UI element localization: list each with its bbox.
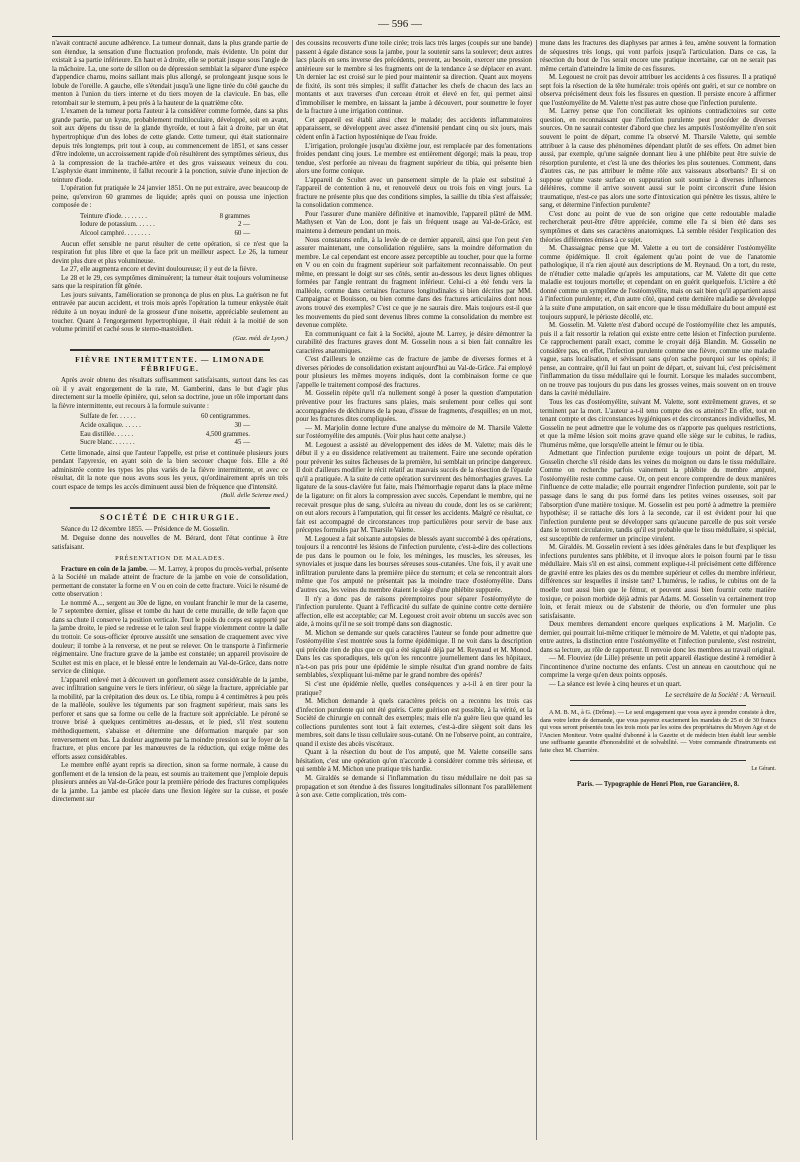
paragraph: L'appareil enlevé met à découvert un gonflement assez considérable de la jambe, avec infiltration sanguine vers le tiers inférieur, où siège la fracture, appréciable par la mobilité, par la crépitation des deux os. Le tibia, rompu à 4 centimètres à peu près de la malléole, soulève les téguments par son fragment supérieur, mais sans les perforer et sans que sa forme ou celle de la fracture soit appréciable. Le péroné se trouve brisé à quelques centimètres au-dessus, et le pied, s'il n'est soutenu méthodiquement, s'abaisse et détermine une déformation marquée par son renversement en bas. La douleur augmente par la moindre pression sur le foyer de la fracture, et plus encore par les manœuvres de la réduction, qui exige même des efforts assez considérables.	[52, 676, 288, 761]
paragraph: Nous constatons enfin, à la levée de ce dernier appareil, ainsi que l'on peut s'en assurer maintenant, une consolidation régulière, sans la moindre déformation du membre. Le cal cependant est encore assez perceptible au toucher, pour que la forme en V ou en coin du fragment supérieur soit parfaitement reconnaissable. On peut même, en pressant le doigt sur ses côtés, sentir au-dessous les deux lignes obliques formées par l'angle rentrant du fragment inférieur. Celui-ci a été fendu vers la malléole, comme dans certaines fractures longitudinales si bien décrites par MM. Campaignac et Bouisson, ou bien comme dans des fractures articulaires dont nous avons trouvé des exemples? C'est ce que je ne saurais dire. Mais toujours est-il que les mouvements du pied sont devenus libres comme la consolidation du membre est devenue complète.	[296, 236, 532, 330]
paragraph: Aucun effet sensible ne parut résulter de cette opération, si ce n'est que la respiration fut plus libre et que la face prit un meilleur aspect. Le 26, la tumeur devint plus dure et plus volumineuse.	[52, 240, 288, 265]
paragraph: Si c'est une épidémie réelle, quelles conséquences y a-t-il à en tirer pour la pratique?	[296, 681, 532, 697]
paragraph: Après avoir obtenu des résultats suffisamment satisfaisants, surtout dans les cas où il y avait engorgement de la rate, M. Gamberini, dans le but d'agir plus directement sur la moelle épinière, qui, selon sa doctrine, joue un rôle important dans la fièvre intermittente, eut recours à la formule suivante :	[52, 377, 288, 410]
formula-value: 4,500 grammes.	[205, 430, 250, 438]
session-line: Séance du 12 décembre 1855. — Présidence de M. Gosselin.	[61, 526, 230, 534]
paragraph: M. Giraldès se demande si l'inflammation du tissu médullaire ne doit pas sa propagation et son étendue à des fissures longitudinales sillonnant l'os parallèlement à son axe. Cette complication, très com-	[296, 775, 532, 800]
paragraph: En communiquant ce fait à la Société, ajoute M. Larrey, je désire démontrer la curabilité des fractures graves dont M. Gosselin nous a si bien fait connaître les caractères anatomiques.	[296, 330, 532, 355]
paragraph: des coussins recouverts d'une toile cirée; trois lacs très larges (coupés sur une bande) passent à égale distance sous la jambe, pour la soutenir sans la soulever; deux autres lacs placés en sens inverse des précédents, peuvent, au besoin, exercer une pression antérieure sur le membre si les fragments ont de la tendance à se déplacer en avant. Un dernier lac est croisé sur le pied pour maintenir sa direction. Quant aux moyens de fixité, ils sont très simples; il suffit d'attacher les chefs de chacun des lacs au montants et aux traverses d'un cerceau étroit et élevé en fer, qui permet ainsi d'immobiliser le membre, en laissant la jambe à découvert, pour soumettre le foyer de la fracture à une irrigation continue.	[296, 40, 532, 116]
formula-row	[80, 422, 250, 431]
source-text: (Gaz. méd. de Lyon.)	[232, 334, 288, 342]
source-citation	[52, 335, 288, 344]
paragraph: Deux membres demandent encore quelques explications à M. Marjolin. Ce dernier, qui pourrait lui-même critiquer le mémoire de M. Valette, et qui n'adopte pas, entre autres, la distinction entre l'ostéomyélite et l'infection purulente, s'est restreint, dans sa lecture, au rôle de rapporteur. Il renvoie donc les membres au travail original.	[540, 621, 776, 654]
formula-value: 30 —	[234, 421, 250, 429]
notice-rule	[570, 705, 746, 706]
paragraph: M. Chassaignac pense que M. Valette a eu tort de considérer l'ostéomyélite comme épidémique. Il croit également qu'au point de vue de l'anatomie pathologique, il n'a rien ajouté aux descriptions de M. Reynaud. On a tort, du reste, de n'étudier cette maladie qu'après les amputations, car M. Valette dit que cette maladie est toujours mortelle; et cependant on en guérit quelquefois. L'ictère a été donné comme un symptôme de l'ostéomyélite, mais on sait bien qu'il appartient aussi à l'infection purulente; et, d'un autre côté, quand cette dernière maladie se développe à la suite d'une amputation, on sait encore que le tissu médullaire du bout amputé est toujours suppuré, le périoste décollé, etc.	[540, 245, 776, 321]
formula-value: 2 —	[237, 221, 250, 229]
column-1	[52, 40, 288, 1144]
formula-table-iode	[80, 213, 250, 239]
paragraph: M. Legouest a fait soixante autopsies de blessés ayant succombé à des opérations, toujours il a rencontré les lésions de l'infection purulente, c'est-à-dire des collections de pus dans le poumon ou le foie, les méninges, les muscles, les séreuses, les synoviales et jusque dans les bourses séreuses sous-cutanées. Une fois, il y avait une infiltration purulente dans la première pièce du sternum; et cela se rencontrait alors même que l'os amputé ne présentait pas la moindre trace d'ostéomyélite. Dans d'autres cas, les veines du membre étaient le siège d'une phlébite suppurée.	[296, 535, 532, 594]
column-3	[540, 40, 776, 1144]
paragraph: L'opération fut pratiquée le 24 janvier 1851. On ne put extraire, avec beaucoup de peine, qu'environ 60 grammes de liquide; après quoi on poussa une injection composée de :	[52, 185, 288, 210]
paragraph: M. Legouest a assisté au développement des idées de M. Valette; mais dès le début il y a eu dissidence relativement au traitement. Faire une seconde opération pour prévenir les suites fâcheuses de la première, lui semblait un principe dangereux. Il doit d'ailleurs modifier le récit relatif au mauvais succès de la résection de l'épaule qu'il a pratiquée. A la suite de cette opération survinrent des hémorrhagies graves. La ligature de la sous-clavière fut faite, mais l'hémorrhagie reparut dans la place même de la ligature: on fit alors la compression avec succès. Cependant le membre, qui ne recevait presque plus de sang, s'ulcéra au niveau du coude, dont les os se carièrent; on eut alors recours à l'amputation, qui fit cesser les accidents. Malgré ce résultat, ce fait est accompagné de circonstances trop particulières pour servir de base aux préceptes formulés par M. Tharsile Valette.	[296, 441, 532, 535]
formula-label: Acide oxalique. . . . . .	[80, 421, 141, 429]
formula-row	[80, 213, 250, 222]
paragraph: M. Giraldès. M. Gosselin revient à ses idées générales dans le but d'expliquer les infections purulentes sans phlébite, et il invoque alors le poison fourni par le tissu médullaire. Mais s'il en est ainsi, comment explique-t-il précisément cette différence de gravité entre les plaies des os du membre supérieur et celles du membre inférieur, différences sur lesquelles il insiste tant? L'humérus, le radius, le cubitus ont de la moelle tout aussi bien que le fémur, et peuvent aussi bien fournir cette matière toxique, ce poison morbide déjà admis par Adams. M. Gosselin va certainement trop loin, et ferait mieux ou de s'abstenir de théorie, ou d'en formuler une plus satisfaisante.	[540, 544, 776, 620]
formula-label: Iodure de potassium. . . . . .	[80, 221, 155, 229]
paragraph: — La séance est levée à cinq heures et un quart.	[549, 681, 682, 689]
paragraph: Tous les cas d'ostéomyélite, suivant M. Valette, sont extrêmement graves, et se terminent par la mort. L'auteur a-t-il tenu compte des os atteints? En effet, tout en tenant compte et des circonstances hygiéniques et des circonstances individuelles, M. Gosselin ne peut admettre que le volume des os n'apporte pas quelques restrictions, et que la même lésion soit moins grave quand elle siège sur le cubitus, le radius, l'humérus même, que lorsqu'elle atteint le fémur ou le tibia.	[540, 398, 776, 449]
page-number: — 596 —	[378, 18, 422, 30]
paragraph: — M. Marjolin donne lecture d'une analyse du mémoire de M. Tharsile Valette sur l'ostéomyélite des amputés. (Voir plus haut cette analyse.)	[296, 424, 532, 441]
paragraph: Admettant que l'infection purulente exige toujours un point de départ, M. Gosselin cherche s'il réside dans les veines du moignon ou dans le tissu médullaire. Comme on recherche parfois vainement la phlébite du membre amputé, l'ostéomyélite reste comme cause. Or, on peut encore comprendre de deux manières l'influence de cette maladie; elle pourrait engendrer l'infection purulente, soit par le passage dans le sang du pus formé dans les petites veines osseuses, soit par l'absorption d'une matière toxique. M. Gosselin est peu porté à admettre la première hypothèse; il se rattache dès lors à la seconde, car il est évident pour lui que l'infection purulente peut se développer sans qu'aucune parcelle de pus soit versée dans le torrent circulatoire, tandis qu'il est probable que le tissu médullaire, si spécial, est susceptible de renfermer un principe virulent.	[540, 450, 776, 543]
paragraph: Pour l'assurer d'une manière définitive et inamovible, l'appareil plâtré de MM. Mathysen et Van de Loo, dont je fais un fréquent usage au Val-de-Grâce, est maintenu à demeure pendant un mois.	[296, 210, 532, 236]
column-2	[296, 40, 532, 1144]
gerant-line: Le Gérant.	[751, 765, 776, 772]
paragraph: Le 28 et le 29, ces symptômes diminuèrent; la tumeur était toujours volumineuse sans que la respiration fût gênée.	[52, 274, 288, 291]
column-divider	[292, 40, 293, 1140]
formula-label: Eau distillée. . . . . .	[80, 430, 134, 438]
paragraph: M. Deguise donne des nouvelles de M. Bérard, dont l'état continue à être satisfaisant.	[52, 534, 288, 551]
paragraph	[52, 566, 288, 600]
footer-rule	[570, 760, 746, 761]
sub-section-title: PRÉSENTATION DE MALADES.	[115, 555, 225, 563]
paragraph: mune dans les fractures des diaphyses par armes à feu, amène souvent la formation de séquestres très longs, qui vont parfois jusqu'à l'articulation. Dans ce cas, la résection du bout de l'os serait encore une pratique incertaine, car on ne serait pas même certain d'atteindre la limite de ces fissures.	[540, 40, 776, 73]
formula-row	[80, 431, 250, 440]
paragraph-lead: Fracture en coin de la jambe.	[61, 565, 148, 573]
paragraph: Il n'y a donc pas de raisons péremptoires pour séparer l'ostéomyélyte de l'infection purulente. Quant à l'efficacité du sulfate de quinine contre cette dernière affection, elle est acceptable; car M. Legouest croit avoir obtenu un succès avec son aide, à moins qu'il ne se soit trompé dans son diagnostic.	[296, 595, 532, 629]
correspondence-notice: A M. B. M., à G. (Drôme). — Le seul engagement que vous ayez à prendre consiste à dire, dans votre lettre de demande, que vous payerez exactement les mandats de 25 et de 30 francs qui vous seront présentés tous les trois mois par les soins des propriétaires du Moyen Age et de l'Ancien Moniteur. Votre qualité d'abonné à la Gazette et de médecin bien établi leur semble une suffisante garantie d'honorabilité et de solvabilité. — Votre commande d'instruments est faite chez M. Charrière.	[540, 709, 776, 755]
secretary-signature: Le secrétaire de la Société : A. Verneuil.	[665, 691, 776, 699]
paragraph: — M. Flouviez (de Lille) présente un petit appareil élastique destiné à remédier à l'incontinence d'urine nocturne des enfants. C'est un anneau en caoutchouc qui ne comprime la verge qu'en deux points opposés.	[540, 655, 776, 680]
paragraph: L'irrigation, prolongée jusqu'au dixième jour, est remplacée par des fomentations froides pendant cinq jours. Le membre est entièrement dégorgé; mais la peau, trop tendue, s'est perforée au niveau du fragment supérieur du tibia, qui présente bien alors une forme conique.	[296, 142, 532, 176]
formula-value: 8 grammes	[219, 212, 250, 220]
paragraph: Les jours suivants, l'amélioration se prononça de plus en plus. La guérison ne fut entravée par aucun accident, et trois mois après l'opération la tumeur enkystée était réduite à un noyau induré de la grosseur d'une noisette, appréciable seulement au toucher. Quant à l'engorgement hypertrophique, il était réduit à la moitié de son volume primitif et caché sous le sterno-mastoïdien.	[52, 291, 288, 334]
formula-label: Teinture d'iode. . . . . . . .	[80, 212, 147, 220]
paragraph: Quant à la résection du bout de l'os amputé, que M. Valette conseille sans hésitation, c'est une opération qu'on n'accorde à considérer comme très sérieuse, et qui semble à M. Michon une pratique très hardie.	[296, 749, 532, 774]
paragraph: M. Michon demande à quels caractères précis on a reconnu les trois cas d'infection purulente qui ont été guéris. Cette guérison est possible, à la vérité, et la Société de chirurgie en connaît des exemples; mais elle n'a guère lieu que quand les collections purulentes sont tout à fait externes, c'est-à-dire siègent soit dans les membres, soit dans le tissu cellulaire sous-cutané. On ne l'observe point, au contraire, quand il existe des abcès viscéraux.	[296, 698, 532, 748]
paragraph: Le 27, elle augmenta encore et devint douloureuse; il y eut de la fièvre.	[61, 266, 258, 274]
paragraph-body: — M. Larrey, à propos du procès-verbal, présente à la Société un malade atteint de fracture de la jambe en voie de consolidation, permettant de constater la forme en V ou en coin de cette fracture. Voici le résumé de cette observation :	[52, 565, 288, 599]
formula-row	[80, 230, 250, 239]
printer-imprint: Paris. — Typographie de Henri Plon, rue Garancière, 8.	[577, 781, 739, 789]
paragraph: M. Gosselin répète qu'il n'a nullement songé à poser la question d'amputation préventive pour les fractures sans plaies, mais seulement pour celles qui sont accompagnées de déchirures de la peau, d'issue de fragments, d'esquilles; en un mot, pour les fractures dites compliquées.	[296, 390, 532, 424]
formula-row	[80, 439, 250, 448]
formula-row	[80, 413, 250, 422]
paragraph: C'est donc au point de vue de son origine que cette redoutable maladie rechercherait peut-être d'être appréciée, comme elle l'a si bien été dans ses symptômes et dans ses caractères anatomiques. Là semble résider l'explication des théories différentes émises à ce sujet.	[540, 210, 776, 244]
section-rule	[70, 507, 270, 509]
section-title: FIÈVRE INTERMITTENTE. — LIMONADE FÉBRIFUGE.	[75, 355, 265, 373]
source-text: (Bull. delle Scienze med.)	[220, 492, 288, 500]
paragraph: M. Larrey pense que l'on concilierait les opinions contradictoires sur cette question, en reconnaissant que l'infection purulente peut procéder de diverses sources. On ne saurait contester d'abord que chez les amputés l'ostéomyélite n'en soit souvent le point de départ, comme l'a observé M. Tharsile Valette, qui semble attribuer à la cause des phénomènes dépendant plutôt de ses effets. On admet bien aussi, par exemple, qu'une saignée donnant lieu à une phlébite peut être suivie de résorption purulente, et c'est là une des théories les plus soutenues. Comment, dans d'autres cas, ne pas attribuer le même rôle aux vaisseaux absorbants? Et si on suppose qu'une vaste surface en suppuration soit soumise à diverses influences délétères, comme il arrive souvent aussi sur le point circonscrit d'une lésion traumatique, n'est-ce pas alors une sorte d'intoxication qui pénètre les tissus, altère le sang, et détermine l'infection purulente?	[540, 108, 776, 210]
paragraph: Cet appareil est établi ainsi chez le malade; des accidents inflammatoires apparaissent, se développent avec assez d'intensité pendant cinq ou six jours, mais cèdent enfin à l'action hyposténique de l'eau froide.	[296, 116, 532, 142]
header-rule	[52, 36, 780, 37]
formula-label: Sucre blanc. . . . . . .	[80, 439, 135, 447]
column-divider	[536, 40, 537, 1140]
formula-value: 60 —	[234, 230, 250, 238]
paragraph: C'est d'ailleurs le onzième cas de fracture de jambe de diverses formes et à diverses périodes de consolidation existant aujourd'hui au Val-de-Grâce. J'ai employé pour plusieurs les mêmes moyens indiqués, dont la combinaison forme ce que j'appelle le traitement composé des fractures.	[296, 356, 532, 389]
formula-table-limonade	[80, 413, 250, 447]
paragraph: M. Gosselin. M. Valette n'est d'abord occupé de l'ostéomyélite chez les amputés, puis il a fait ressortir la relation qui existe entre cette lésion et l'infection purulente. Ce rapprochement paraît exact, comme le croyait déjà Blandin. M. Gosselin ne considère pas, en effet, l'infection purulente comme une fièvre, comme une maladie vague, sans localisation, et sévissant sans qu'on sache pourquoi sur les opérés; il pense, au contraire, qu'il lui faut un point de départ, et, suivant lui, c'est précisément l'inflammation du tissu médullaire qui le fournit. Lorsque les malades succombent, on ne trouve pas toujours du pus dans les grosses veines, mais souvent on en trouve dans la cavité médullaire.	[540, 322, 776, 398]
paragraph: M. Legouest ne croit pas devoir attribuer les accidents à ces fissures. Il a pratiqué sept fois la résection de la tête humérale: trois opérés ont guéri, et sur ce nombre on observa précisément deux fois les fissures en question. Il persiste encore à affirmer que l'ostéomyélite de M. Valette n'est pas autre chose que l'infection purulente.	[540, 74, 776, 107]
paragraph: n'avait contracté aucune adhérence. La tumeur donnait, dans la plus grande partie de son étendue, la sensation d'une fluctuation profonde, mais évidente. Un point dur existait à sa partie inférieure. En haut et à droite, elle se portait jusque sous l'angle de la mâchoire. La, une sorte de sillon ou de dépression semblait la séparer d'une espèce d'appendice charnu, moins saillant mais plus allongé, se prolongeant jusque sous le lobule de l'oreille. A gauche, elle s'étendait jusqu'à une ligne tirée du côté gauche du menton à l'union du tiers interne et du tiers moyen de la clavicule. En bas, elle retombait sur le sternum, à peu près à la hauteur de la quatrième côte.	[52, 40, 288, 107]
formula-label: Alcool camphré. . . . . . . .	[80, 230, 151, 238]
paragraph: Le membre enflé ayant repris sa direction, sinon sa forme normale, à cause du gonflement et de la tension de la peau, est soumis au traitement que j'emploie depuis plusieurs années au Val-de-Grâce pour la première période des fractures compliquées de la jambe. La jambe est placée dans une flexion légère sur la cuisse, et posée directement sur	[52, 762, 288, 804]
paragraph: L'examen de la tumeur porta l'auteur à la considérer comme formée, dans sa plus grande partie, par un kyste, probablement multiloculaire, développé, soit en avant, soit aux dépens du tissu de la glande thyroïde, et tout à fait à droite, par un état hypertrophique d'un des lobes de cette glande. Cette tumeur, qui était stationnaire depuis très longtemps, prit tout à coup, au commencement de 1851, et sans cesser d'être indolente, un accroissement rapide d'où résultèrent des symptômes sérieux, dus à la compression de la trachée-artère et des gros vaisseaux veineux du cou. L'asphyxie étant imminente, il fallut recourir à la ponction, suivie d'une injection de teinture d'iode.	[52, 108, 288, 184]
formula-value: 45 —	[234, 439, 250, 447]
paragraph: M. Michon se demande sur quels caractères l'auteur se fonde pour admettre que l'ostéomyélite s'est montrée sous la forme épidémique. Il ne voit dans la description qui précède rien de plus que ce qui a été signalé déjà par M. Reynaud et M. Monod. Dans les cas sporadiques, tels qu'on les rencontre journellement dans les hôpitaux, n'a-t-on pas pris pour une épidémie le simple résultat d'un grand nombre de faits semblables, s'expliquant lui-même par le grand nombre des opérés?	[296, 629, 532, 680]
paragraph: Le nommé A..., sergent au 30e de ligne, en voulant franchir le mur de la caserne, le 7 septembre dernier, glisse et tombe du haut de cette muraille, de telle façon que dans sa chute il conserve la position verticale. Tout le poids du corps est supporté par la jambe droite, le pied se redresse et le talon seul frappe violemment contre la dalle du trottoir. Ce sous-officier éprouve aussitôt une sensation de craquement avec vive douleur; il tombe à la renverse, et ne peut se relever. On le transporte à l'infirmerie régimentaire. Une fracture grave de la jambe est constatée; un appareil provisoire de Scultet est mis en place, et le blessé entre le lendemain au Val-de-Grâce, dans notre service de clinique.	[52, 599, 288, 676]
formula-row	[80, 221, 250, 230]
paragraph: Cette limonade, ainsi que l'auteur l'appelle, est prise et continuée plusieurs jours pendant l'apyrexie, en ayant soin de la bien secouer chaque fois. Elle a été administrée contre les types les plus variés de la fièvre intermittente, et avec ce résultat, dit la note que nous avons sous les yeux, qu'ordinairement après un très court espace de temps les accès diminuent aussi bien de fréquence que d'intensité.	[52, 449, 288, 491]
source-citation	[52, 492, 288, 501]
formula-label: Sulfate de fer. . . . . .	[80, 413, 136, 421]
paragraph: L'appareil de Scultet avec un pansement simple de la plaie est substitué à l'appareil de contention à nu, et renouvelé deux ou trois fois en vingt jours. La fracture ne présente plus que des conditions simples, la saillie du tibia s'est affaissée; la consolidation commence.	[296, 176, 532, 210]
section-rule	[70, 349, 270, 351]
section-title: SOCIÉTÉ DE CHIRURGIE.	[100, 512, 240, 522]
formula-value: 60 centigrammes.	[201, 413, 250, 421]
